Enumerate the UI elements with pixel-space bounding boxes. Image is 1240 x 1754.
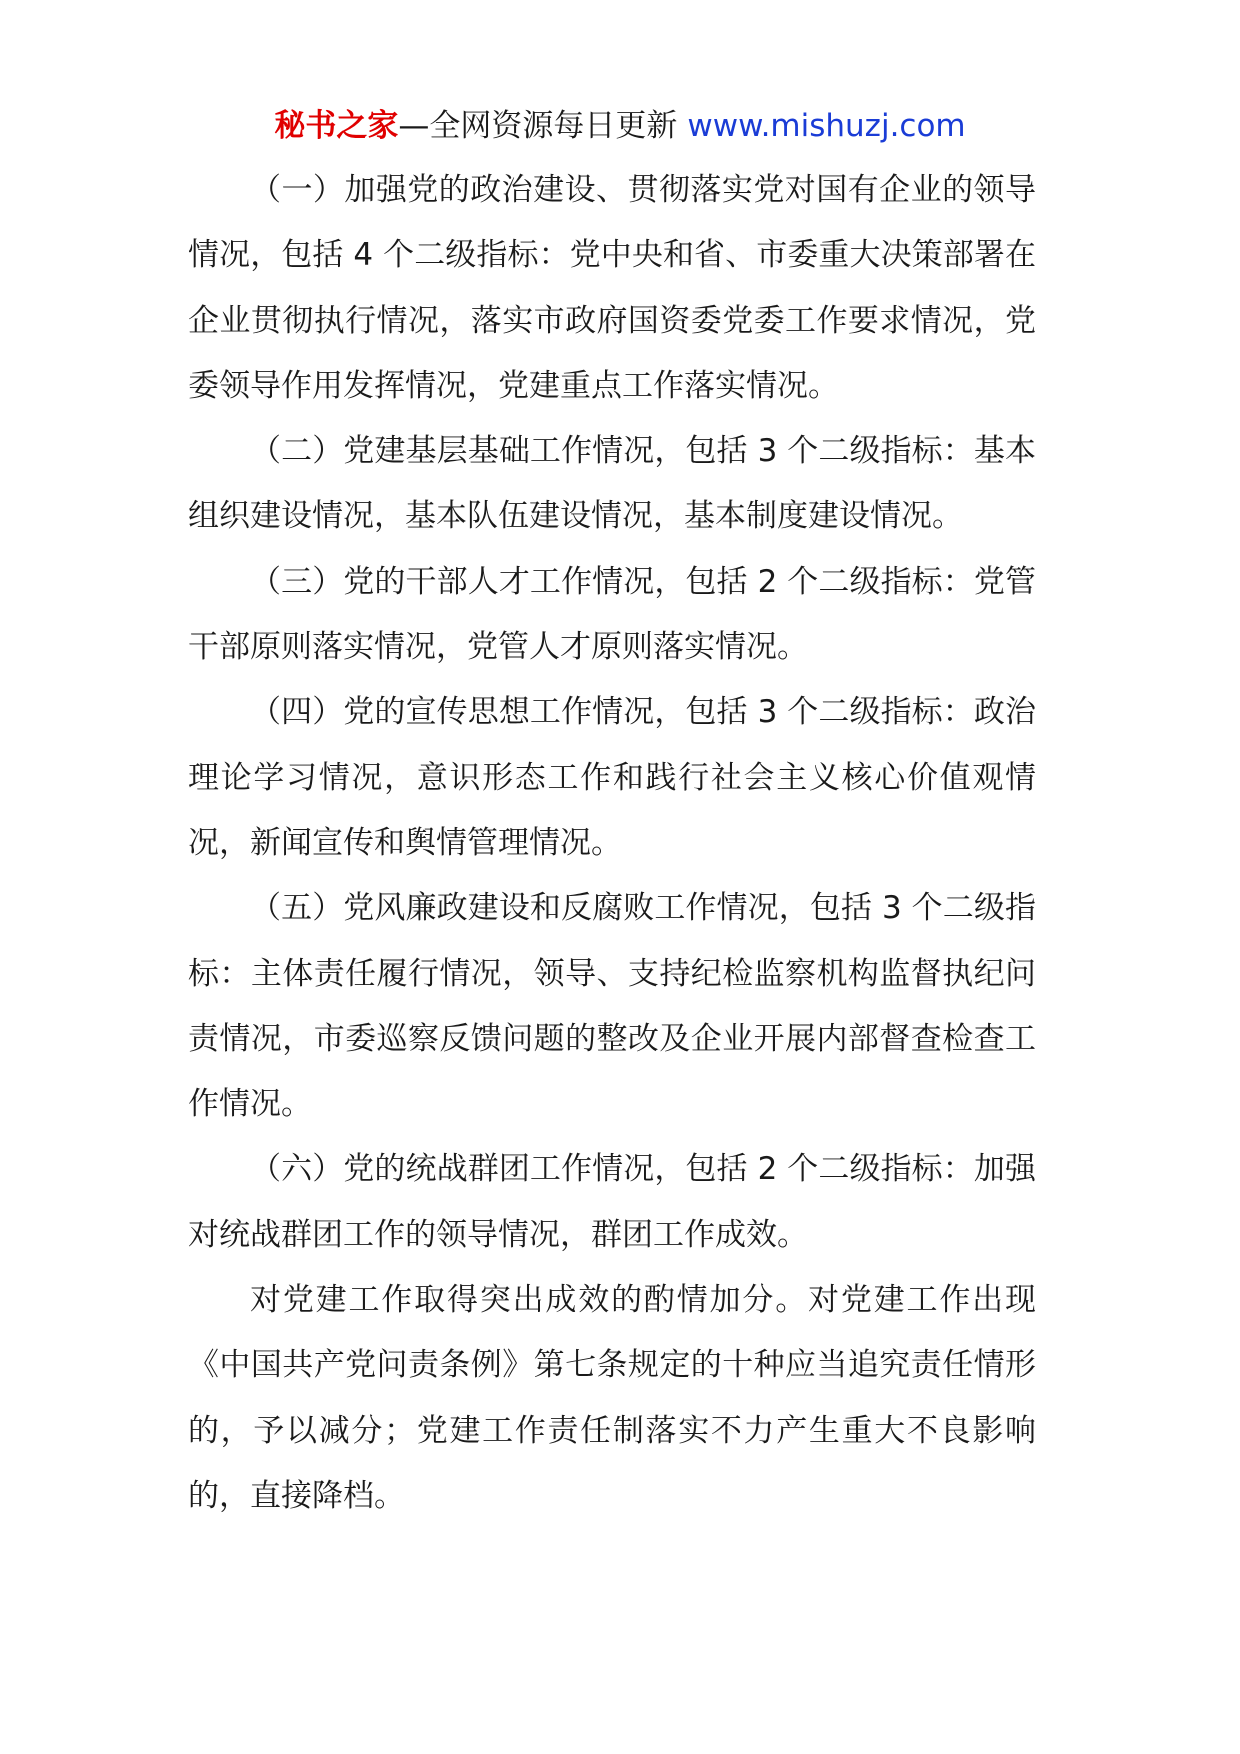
paragraph-item-4: （四）党的宣传思想工作情况，包括 3 个二级指标：政治理论学习情况，意识形态工作和践行社会主义核心价值观情况，新闻宣传和舆情管理情况。 (188, 694, 1036, 861)
paragraph-item-2: （二）党建基层基础工作情况，包括 3 个二级指标：基本组织建设情况，基本队伍建设情况，基本制度建设情况。 (188, 433, 1036, 535)
paragraph-item-3: （三）党的干部人才工作情况，包括 2 个二级指标：党管干部原则落实情况，党管人才原则落实情况。 (188, 563, 1036, 666)
page-header (0, 104, 1240, 148)
header-tagline: —全网资源每日更新 (398, 108, 678, 144)
paragraph-closing: 对党建工作取得突出成效的酌情加分。对党建工作出现《中国共产党问责条例》第七条规定的十种应当追究责任情形的，予以减分；党建工作责任制落实不力产生重大不良影响的，直接降档。 (188, 1282, 1036, 1514)
brand-name: 秘书之家 (274, 108, 399, 144)
paragraph-item-5: （五）党风廉政建设和反腐败工作情况，包括 3 个二级指标：主体责任履行情况，领导、支持纪检监察机构监督执纪问责情况，市委巡察反馈问题的整改及企业开展内部督查检查工作情况。 (188, 890, 1036, 1123)
paragraph-item-1: （一）加强党的政治建设、贯彻落实党对国有企业的领导情况，包括 4 个二级指标：党中央和省、市委重大决策部署在企业贯彻执行情况，落实市政府国资委党委工作要求情况，党委领导作用发挥情况，党建重点工作落实情况。 (188, 172, 1036, 404)
site-url-link[interactable]: www.mishuzj.com (687, 108, 966, 144)
paragraph-item-6: （六）党的统战群团工作情况，包括 2 个二级指标：加强对统战群团工作的领导情况，群团工作成效。 (188, 1151, 1036, 1253)
document-body (188, 158, 1036, 1529)
